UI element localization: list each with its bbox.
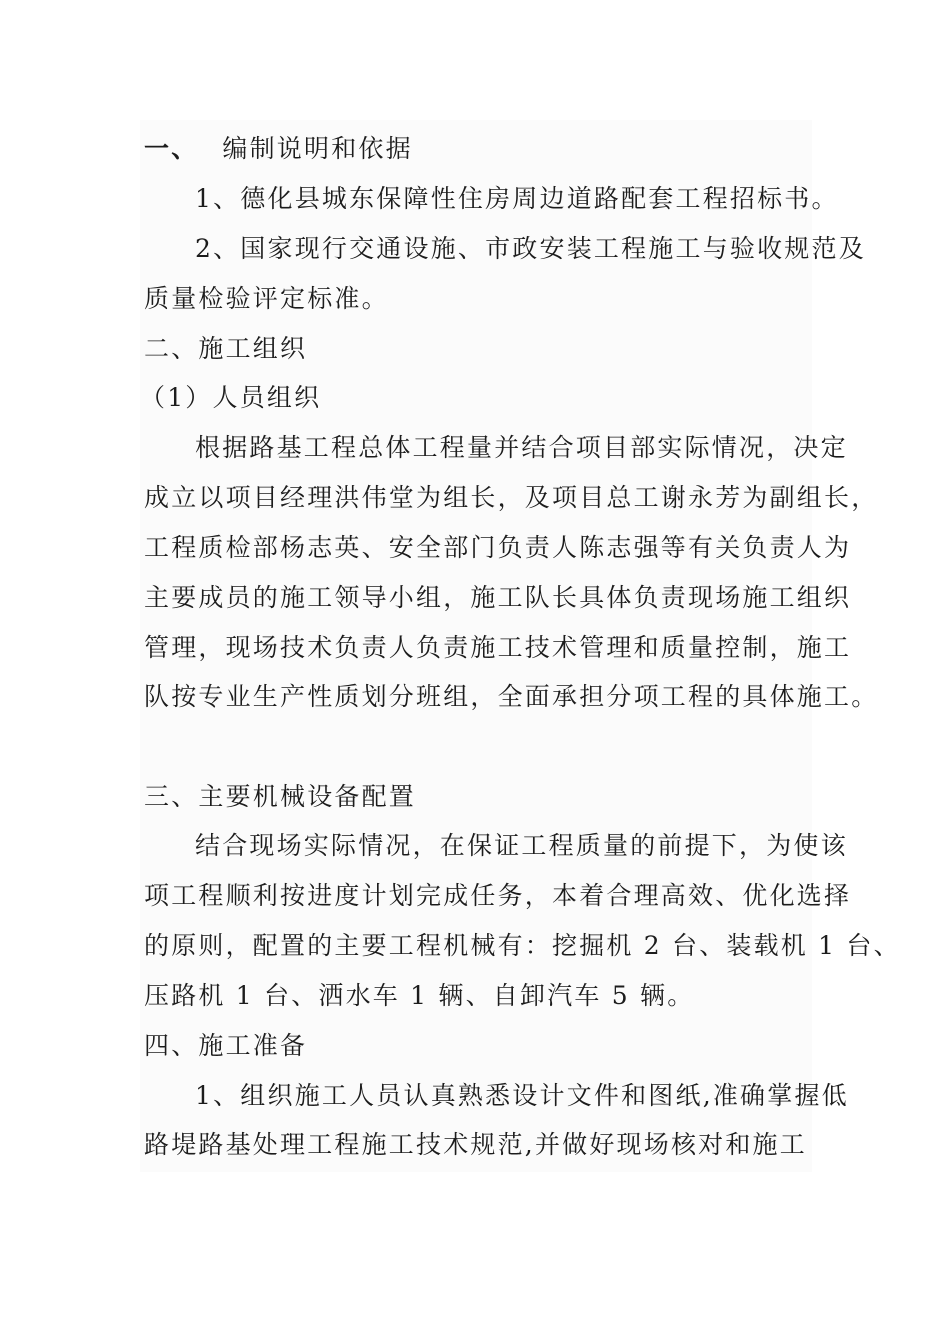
- section1-marker: 一、: [144, 134, 199, 163]
- section1-heading: [144, 132, 824, 166]
- section4-heading: 四、施工准备: [144, 1031, 308, 1060]
- section3-paragraph-line: 压路机 1 台、洒水车 1 辆、自卸汽车 5 辆。: [144, 981, 695, 1010]
- section2-subheading: （1）人员组织: [140, 383, 322, 412]
- section2-paragraph-line: 主要成员的施工领导小组，施工队长具体负责现场施工组织: [144, 583, 852, 612]
- section2-paragraph-line: 管理，现场技术负责人负责施工技术管理和质量控制，施工: [144, 633, 852, 662]
- section1-item2-line2: 质量检验评定标准。: [144, 284, 389, 313]
- section3-paragraph-line: 项工程顺利按进度计划完成任务，本着合理高效、优化选择: [144, 881, 852, 910]
- section2-paragraph-line: 工程质检部杨志英、安全部门负责人陈志强等有关负责人为: [144, 533, 852, 562]
- section2-paragraph-line: 队按专业生产性质划分班组，全面承担分项工程的具体施工。: [144, 682, 879, 711]
- section3-heading: 三、主要机械设备配置: [144, 782, 417, 811]
- section4-paragraph-line: 路堤路基处理工程施工技术规范,并做好现场核对和施工: [144, 1130, 807, 1159]
- section2-heading: 二、施工组织: [144, 334, 308, 363]
- section1-item1: 1、德化县城东保障性住房周边道路配套工程招标书。: [195, 184, 839, 213]
- section2-paragraph-line: 成立以项目经理洪伟堂为组长，及项目总工谢永芳为副组长，: [144, 483, 879, 512]
- section4-paragraph-line: 1、组织施工人员认真熟悉设计文件和图纸,准确掌握低: [195, 1081, 849, 1110]
- section1-title: 编制说明和依据: [222, 134, 413, 163]
- section2-paragraph-line: 根据路基工程总体工程量并结合项目部实际情况，决定: [195, 433, 848, 462]
- section3-paragraph-line: 的原则，配置的主要工程机械有：挖掘机 2 台、装载机 1 台、: [144, 931, 901, 960]
- section1-item2-line1: 2、国家现行交通设施、市政安装工程施工与验收规范及: [195, 234, 866, 263]
- section3-paragraph-line: 结合现场实际情况，在保证工程质量的前提下，为使该: [195, 831, 848, 860]
